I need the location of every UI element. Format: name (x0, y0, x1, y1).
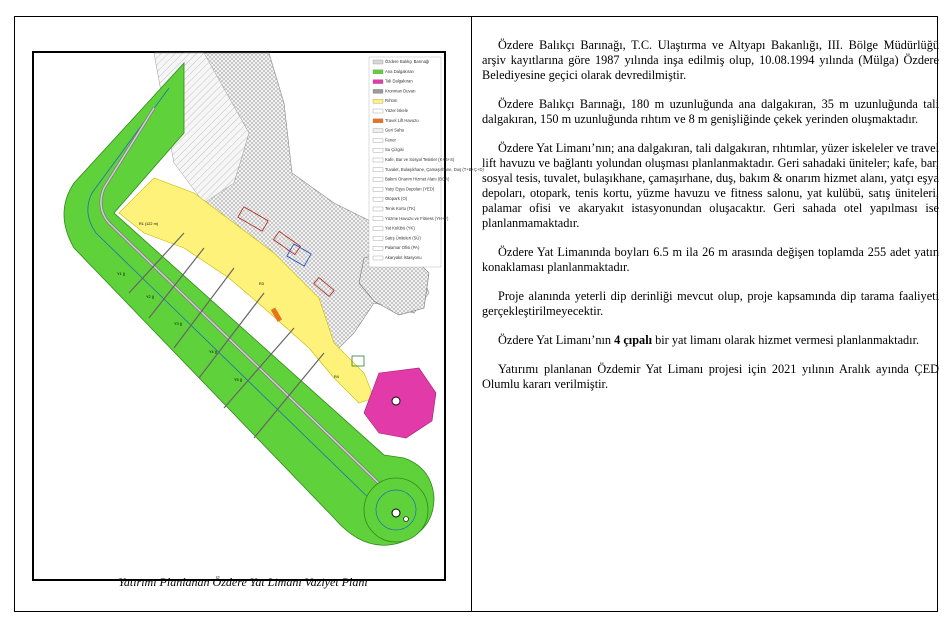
legend-label: Yatçı Eşya Depoları (YED) (385, 186, 435, 192)
paragraph-6-post: bir yat limanı olarak hizmet vermesi planlanmaktadır. (652, 333, 920, 347)
paragraph-4: Özdere Yat Limanında boyları 6.5 m ila 26 m arasında değişen toplamda 255 adet yatın konaklaması planlanmaktadır. (482, 245, 939, 274)
legend-label: Su Çizgisi (385, 147, 404, 153)
legend-label: Satış Üniteleri (SÜ) (385, 235, 421, 241)
column-divider (471, 17, 472, 611)
figure-caption: Yatırımı Planlanan Özdere Yat Limanı Vaziyet Planı (118, 575, 368, 589)
paragraph-6-pre: Özdere Yat Limanı’nın (498, 333, 615, 347)
legend-swatch (373, 148, 383, 152)
legend-swatch (373, 138, 383, 142)
legend-swatch (373, 227, 383, 231)
secondary-breakwater (364, 368, 436, 438)
paragraph-6 (482, 333, 939, 348)
legend-label: Otopark (O) (385, 196, 408, 202)
svg-text:R4: R4 (334, 375, 339, 379)
description-text (482, 38, 939, 406)
svg-text:R1 (122 m): R1 (122 m) (139, 222, 158, 226)
paragraph-3: Özdere Yat Limanı’nın; ana dalgakıran, tali dalgakıran, rıhtımlar, yüzer iskeleler ve travel lift havuzu ve bağlantı yolundan oluşması planlanmaktadır. Geri sahadaki üniteler; kafe, bar, sosyal tesis, tuvalet, bulaşıkhane, çamaşırhane, duş, bakım & onarım hizmet alanı, yatçı eşya depoları, otopark, tenis kortu, yüzme havuzu ve fitness salonu, yat kulübü, satış üniteleri, palamar ofisi ve akaryakıt istasyonundan oluşacaktır. Geri sahada otel yapılması ise planlanmamaktadır. (482, 141, 940, 230)
legend-swatch (373, 89, 383, 93)
paragraph-1: Özdere Balıkçı Barınağı, T.C. Ulaştırma ve Altyapı Bakanlığı, III. Bölge Müdürlüğü arşiv kayıtlarına göre 1987 yılında inşa edilmiş olup, 10.08.1994 yılında (Mülga) Özdere Belediyesine geçici olarak devredilmiştir. (482, 38, 939, 82)
legend-swatch (373, 187, 383, 191)
page-table (14, 16, 938, 612)
legend-label: Yüzer İskele (385, 108, 409, 113)
svg-text:Y5 (): Y5 () (234, 378, 243, 382)
legend-label: Tuvalet, Bulaşıkhane, Çamaşırhane, Duş (T+B+Ç+D) (385, 166, 484, 172)
legend-swatch (373, 246, 383, 250)
legend-label: Kronman Duvarı (385, 88, 416, 94)
svg-text:Y1 (): Y1 () (117, 272, 126, 276)
legend-swatch (373, 197, 383, 201)
legend-swatch (373, 119, 383, 123)
legend-label: Bakım Onarım Hizmet Alanı (BOA) (385, 176, 450, 182)
lighthouse-icon (392, 509, 400, 517)
paragraph-5: Proje alanında yeterli dip derinliği mevcut olup, proje kapsamında dip tarama faaliyeti gerçekleştirilmeyecektir. (482, 289, 939, 318)
svg-text:R3: R3 (259, 282, 264, 286)
legend-swatch (373, 256, 383, 260)
legend-label: Akaryakıt İstasyonu (385, 255, 422, 260)
legend-label: Rıhtım (385, 98, 398, 104)
legend-swatch (373, 158, 383, 162)
site-plan-figure (32, 51, 484, 581)
legend-label: Travel Lift Havuzu (385, 117, 419, 123)
legend-swatch (373, 207, 383, 211)
legend-label: Özdere Balıkçı Barınağı (385, 59, 430, 64)
legend-swatch (373, 70, 383, 74)
legend-swatch (373, 168, 383, 172)
legend-swatch (373, 99, 383, 103)
svg-text:Y2 (): Y2 () (146, 295, 155, 299)
paragraph-7: Yatırımı planlanan Özdemir Yat Limanı projesi için 2021 yılının Aralık ayında ÇED Olumlu kararı verilmiştir. (482, 362, 939, 391)
legend-label: Yat Kulübü (YK) (385, 225, 415, 231)
legend-label: Fener (385, 137, 396, 143)
svg-text:Y4 (): Y4 () (209, 350, 218, 354)
paragraph-6-bold: 4 çıpalı (614, 333, 653, 347)
legend-swatch (373, 178, 383, 182)
legend-label: Tali Dalgakıran (385, 78, 413, 84)
legend-swatch (373, 109, 383, 113)
legend-swatch (373, 60, 383, 64)
legend-label: Geri Saha (385, 127, 404, 133)
legend (369, 57, 484, 267)
legend-label: Tenis Kortu (TK) (385, 206, 416, 211)
legend-swatch (373, 236, 383, 240)
legend-swatch (373, 129, 383, 133)
legend-label: Kafe, Bar ve Sosyal Tesisler (K+B+S) (385, 157, 455, 162)
legend-label: Palamar Ofisi (PA) (385, 245, 420, 251)
legend-swatch (373, 80, 383, 84)
legend-label: Yüzme Havuzu ve Fitness (YH+F) (385, 215, 449, 221)
legend-swatch (373, 217, 383, 221)
legend-label: Ana Dalgakıran (385, 68, 414, 74)
svg-text:Y3 (): Y3 () (174, 322, 183, 326)
paragraph-2: Özdere Balıkçı Barınağı, 180 m uzunluğunda ana dalgakıran, 35 m uzunluğunda tali dalgakıran, 150 m uzunluğunda rıhtım ve 8 m genişliğinde çekek yerinden oluşmaktadır. (482, 97, 939, 126)
site-plan-drawing (34, 53, 484, 579)
